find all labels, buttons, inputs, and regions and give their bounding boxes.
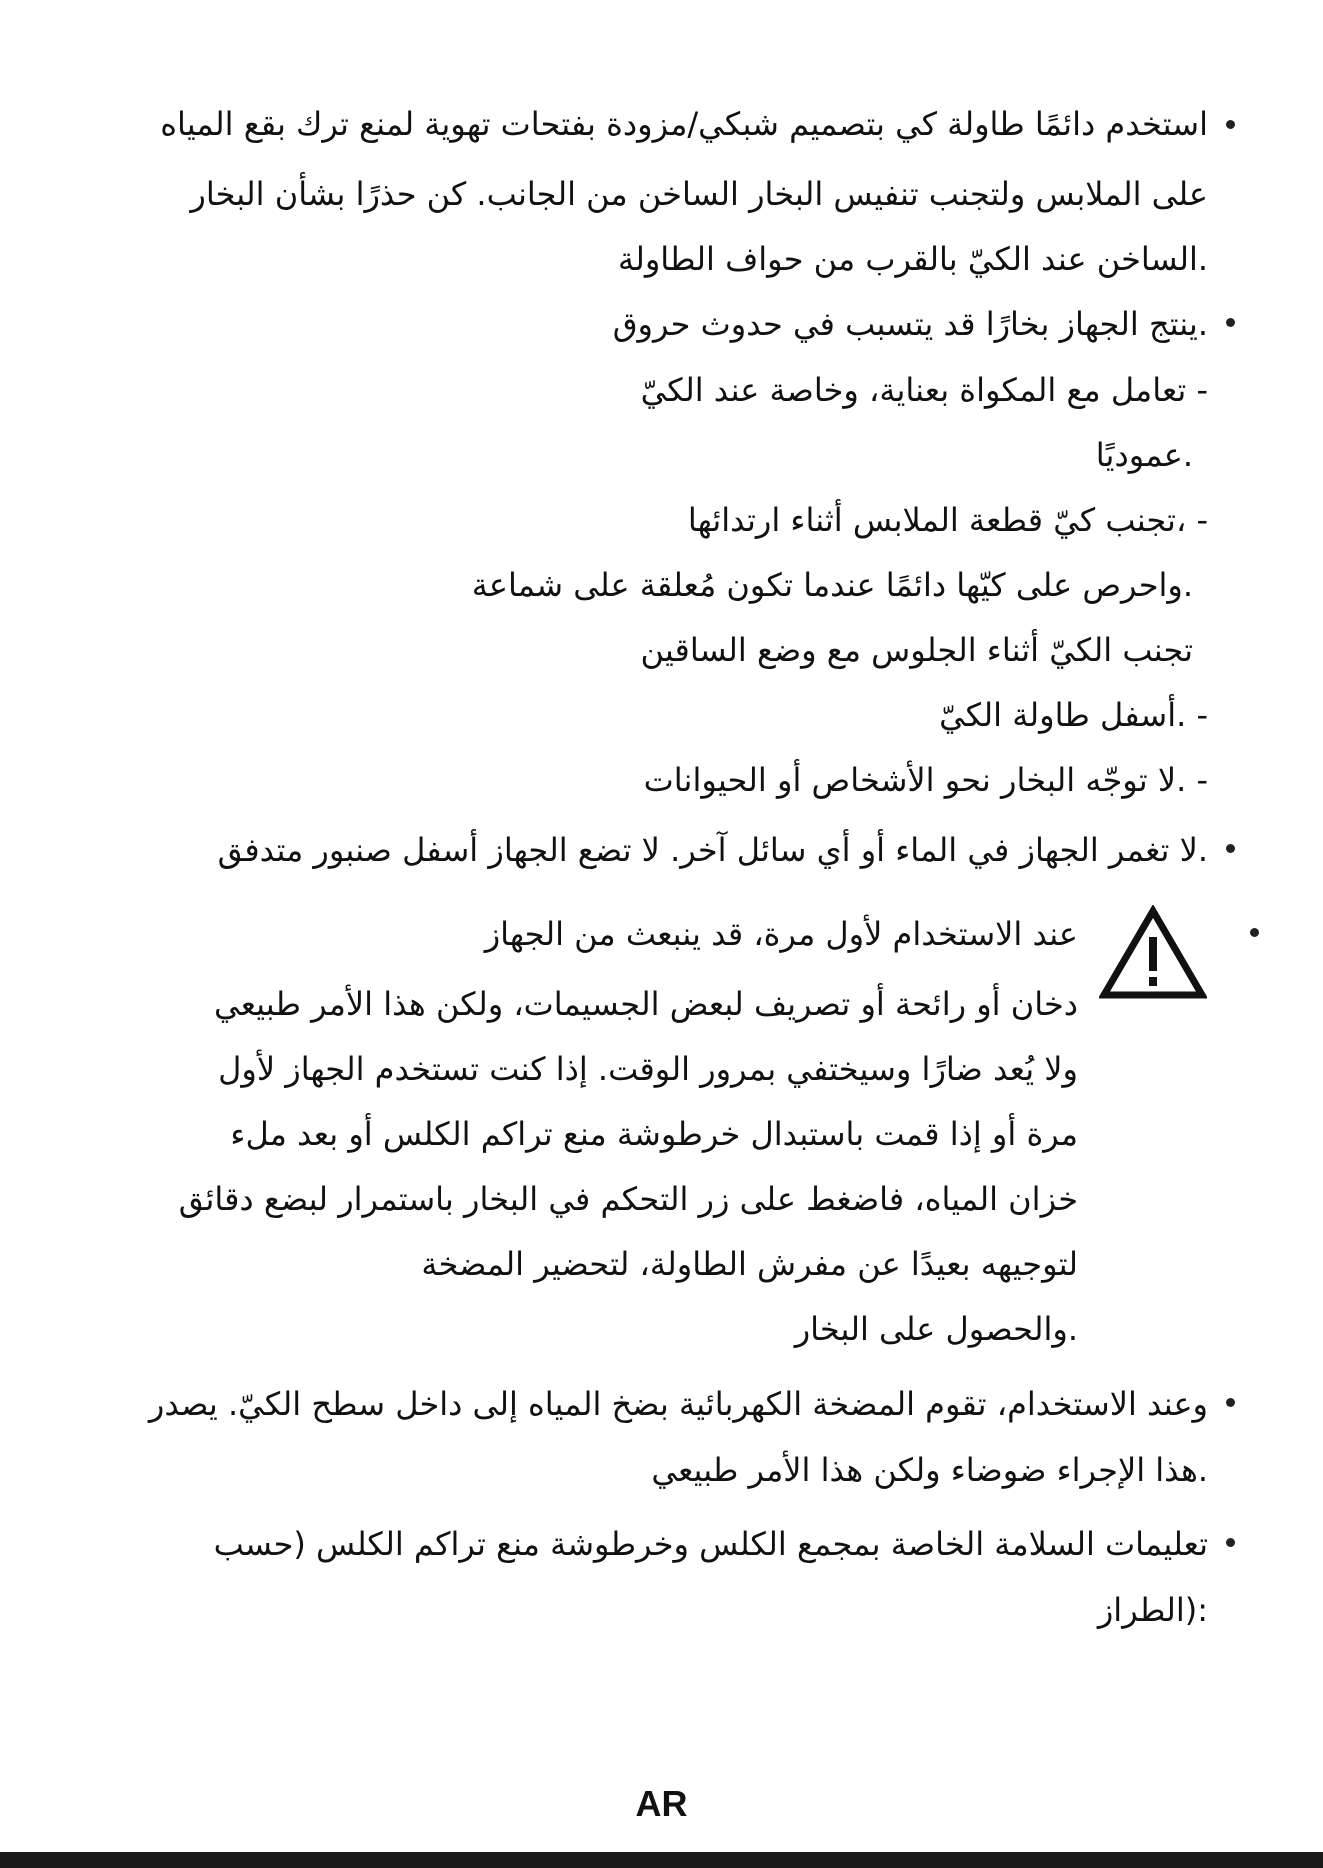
warning-triangle-icon	[1099, 905, 1207, 1001]
bullet-marker	[1226, 1538, 1235, 1547]
bullet-marker	[1250, 928, 1259, 937]
text-line: لتوجيهه بعيدًا عن مفرش الطاولة، لتحضير المضخة	[421, 1245, 1078, 1283]
text-line: وعند الاستخدام، تقوم المضخة الكهربائية بضخ المياه إلى داخل سطح الكيّ. يصدر	[148, 1385, 1208, 1423]
text-line: - تعامل مع المكواة بعناية، وخاصة عند الكيّ	[640, 371, 1208, 409]
text-line: - .أسفل طاولة الكيّ	[939, 696, 1208, 734]
bullet-marker	[1226, 318, 1235, 327]
bottom-divider	[0, 1852, 1323, 1868]
bullet-marker	[1226, 1398, 1235, 1407]
bullet-marker	[1226, 844, 1235, 853]
text-line: ولا يُعد ضارًا وسيختفي بمرور الوقت. إذا كنت تستخدم الجهاز لأول	[218, 1050, 1078, 1088]
text-line: مرة أو إذا قمت باستبدال خرطوشة منع تراكم الكلس أو بعد ملء	[230, 1115, 1078, 1153]
text-line: .والحصول على البخار	[794, 1310, 1078, 1348]
text-line: استخدم دائمًا طاولة كي بتصميم شبكي/مزودة بفتحات تهوية لمنع ترك بقع المياه	[160, 105, 1208, 143]
text-line: - ،تجنب كيّ قطعة الملابس أثناء ارتدائها	[687, 501, 1208, 539]
text-line: خزان المياه، فاضغط على زر التحكم في البخار باستمرار لبضع دقائق	[178, 1180, 1078, 1218]
text-line: دخان أو رائحة أو تصريف لبعض الجسيمات، ولكن هذا الأمر طبيعي	[214, 985, 1078, 1023]
text-line: .هذا الإجراء ضوضاء ولكن هذا الأمر طبيعي	[651, 1451, 1208, 1489]
text-line: .الساخن عند الكيّ بالقرب من حواف الطاولة	[617, 240, 1208, 278]
text-line: عند الاستخدام لأول مرة، قد ينبعث من الجهاز	[484, 915, 1078, 953]
bullet-marker	[1226, 120, 1235, 129]
text-line: .عموديًا	[1095, 436, 1193, 474]
text-line: .واحرص على كيّها دائمًا عندما تكون مُعلقة على شماعة	[471, 566, 1193, 604]
text-line: :(الطراز	[1097, 1591, 1208, 1629]
text-line: - .لا توجّه البخار نحو الأشخاص أو الحيوانات	[643, 761, 1208, 799]
language-code-footer: AR	[635, 1783, 688, 1824]
text-line: تجنب الكيّ أثناء الجلوس مع وضع الساقين	[640, 631, 1193, 669]
text-line: .ينتج الجهاز بخارًا قد يتسبب في حدوث حروق	[612, 305, 1208, 343]
text-line: .لا تغمر الجهاز في الماء أو أي سائل آخر. لا تضع الجهاز أسفل صنبور متدفق	[217, 831, 1208, 869]
text-line: تعليمات السلامة الخاصة بمجمع الكلس وخرطوشة منع تراكم الكلس (حسب	[213, 1525, 1208, 1563]
text-line: على الملابس ولتجنب تنفيس البخار الساخن من الجانب. كن حذرًا بشأن البخار	[190, 175, 1208, 213]
